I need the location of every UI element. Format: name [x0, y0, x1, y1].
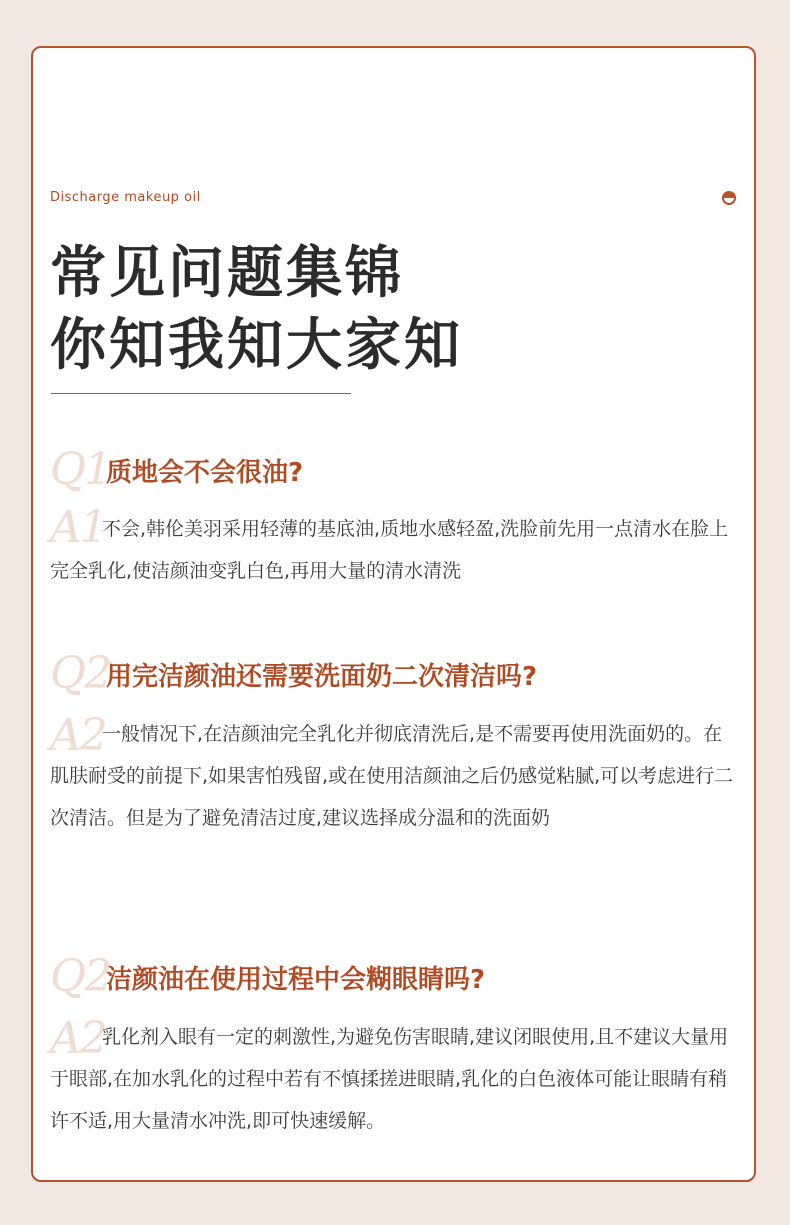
subtitle: Discharge makeup oil: [50, 190, 201, 205]
faq-card: [31, 46, 756, 1182]
answer-text: 不会,韩伦美羽采用轻薄的基底油,质地水感轻盈,洗脸前先用一点清水在脸上完全乳化,使洁颜油变乳白色,再用大量的清水清洗: [50, 518, 729, 582]
page-title-line2: 你知我知大家知: [50, 313, 463, 378]
answer-text: 一般情况下,在洁颜油完全乳化并彻底清洗后,是不需要再使用洗面奶的。在肌肤耐受的前提下,如果害怕残留,或在使用洁颜油之后仍感觉粘腻,可以考虑进行二次清洁。但是为了避免清洁过度,建议选择成分温和的洗面奶: [50, 723, 734, 829]
half-circle-icon: [722, 191, 736, 205]
answer-mark-label: A1: [50, 502, 106, 553]
question-text: 洁颜油在使用过程中会糊眼睛吗?: [106, 965, 486, 995]
answer-mark-label: A2: [50, 710, 106, 761]
question-text: 用完洁颜油还需要洗面奶二次清洁吗?: [106, 662, 538, 692]
page-title-line1: 常见问题集锦: [50, 241, 404, 306]
question-mark-label: Q2: [50, 648, 111, 699]
question-mark-label: Q2: [50, 951, 111, 1002]
title-divider: [51, 393, 351, 394]
question-text: 质地会不会很油?: [106, 458, 304, 488]
question-mark-label: Q1: [50, 444, 111, 495]
answer-mark-label: A2: [50, 1013, 106, 1064]
answer-text: 乳化剂入眼有一定的刺激性,为避免伤害眼睛,建议闭眼使用,且不建议大量用于眼部,在加水乳化的过程中若有不慎揉搓进眼睛,乳化的白色液体可能让眼睛有稍许不适,用大量清水冲洗,即可快速缓解。: [50, 1026, 729, 1132]
